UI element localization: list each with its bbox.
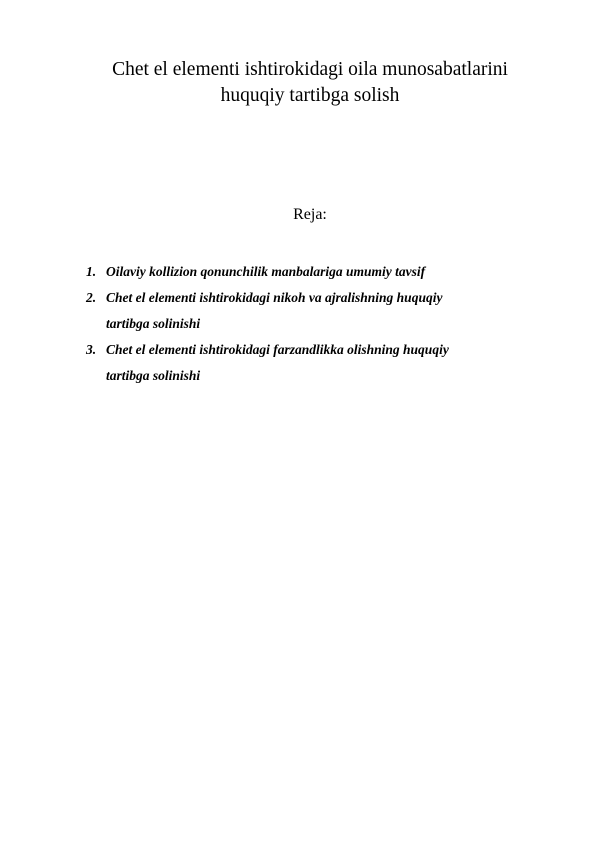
plan-item-3 bbox=[86, 337, 546, 389]
document-title bbox=[60, 57, 560, 109]
plan-item-text bbox=[106, 259, 546, 285]
plan-item-line: tartibga solinishi bbox=[106, 368, 201, 383]
plan-item-number: 3. bbox=[86, 342, 97, 357]
title-line-1: Chet el elementi ishtirokidagi oila munosabatlarini bbox=[112, 59, 508, 80]
plan-item-line: Chet el elementi ishtirokidagi farzandlikka olishning huquqiy bbox=[106, 342, 449, 357]
plan-list bbox=[86, 259, 546, 389]
plan-item-2 bbox=[86, 285, 546, 337]
plan-item-text bbox=[106, 285, 546, 337]
plan-item-line: tartibga solinishi bbox=[106, 316, 201, 331]
plan-item-line: Oilaviy kollizion qonunchilik manbalariga umumiy tavsif bbox=[106, 264, 426, 279]
plan-item-text bbox=[106, 337, 546, 389]
plan-item-number: 2. bbox=[86, 290, 97, 305]
plan-item-number: 1. bbox=[86, 264, 97, 279]
plan-item-line: Chet el elementi ishtirokidagi nikoh va ajralishning huquqiy bbox=[106, 290, 443, 305]
title-line-2: huquqiy tartibga solish bbox=[220, 85, 400, 106]
plan-item-1 bbox=[86, 259, 546, 285]
plan-heading: Reja: bbox=[293, 206, 327, 223]
